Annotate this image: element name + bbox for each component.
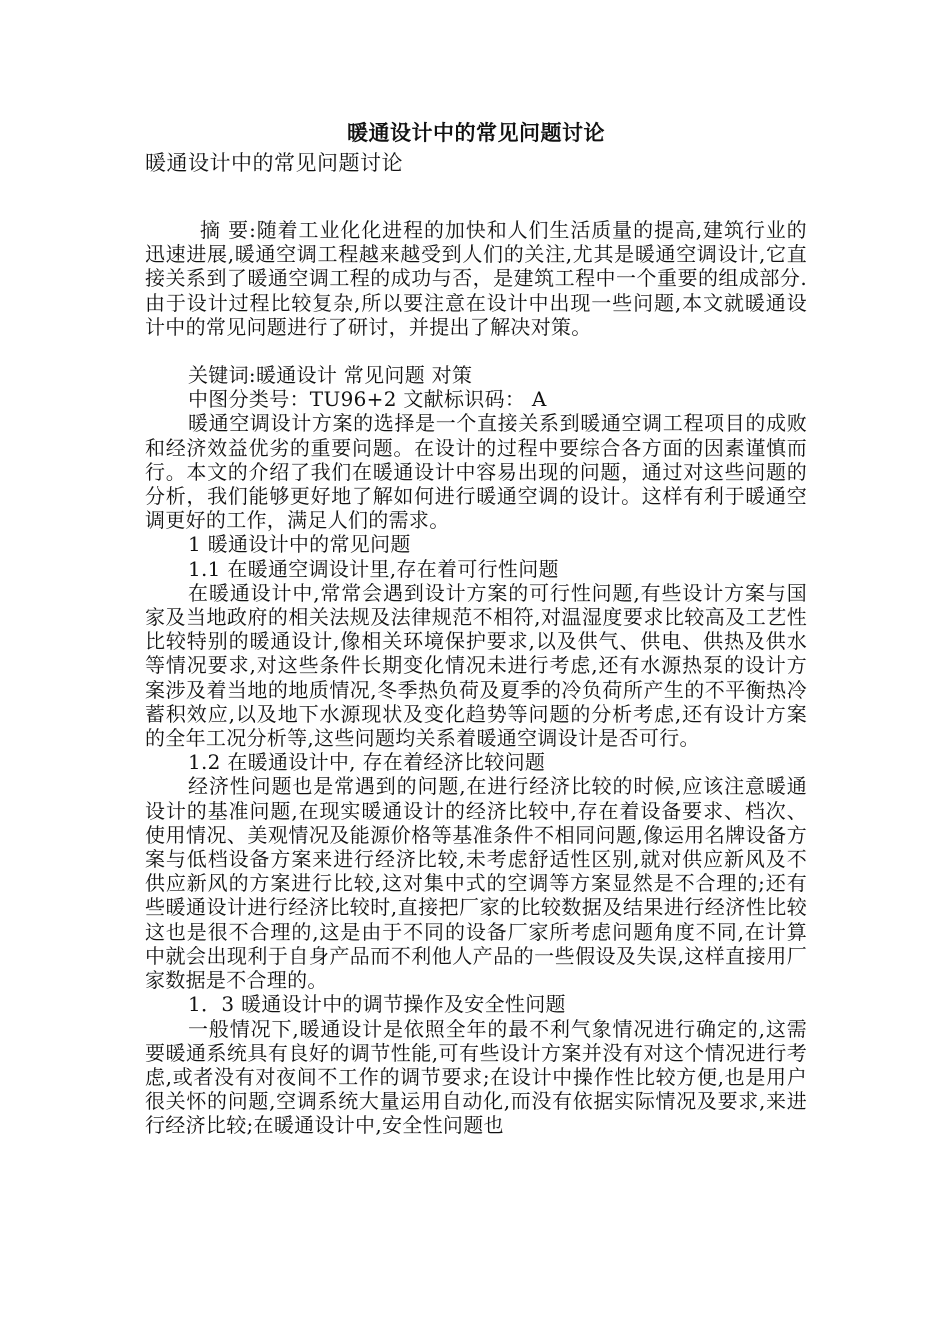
abstract-paragraph: 摘 要:随着工业化化进程的加快和人们生活质量的提高,建筑行业的迅速进展,暖通空调工程越来越受到人们的关注,尤其是暖通空调设计,它直接关系到了暖通空调工程的成功与否，是建筑工程中一个重要的组成部分.由于设计过程比较复杂,所以要注意在设计中出现一些问题,本文就暖通设计中的常见问题进行了研讨，并提出了解决对策。	[145, 218, 807, 339]
section-heading-1-1: 1.1 在暖通空调设计里,存在着可行性问题	[188, 556, 559, 581]
document-page	[145, 118, 807, 1138]
section-heading-1-3: 1．3 暖通设计中的调节操作及安全性问题	[188, 992, 566, 1017]
document-subtitle: 暖通设计中的常见问题讨论	[145, 151, 403, 175]
document-title: 暖通设计中的常见问题讨论	[347, 120, 605, 145]
section-heading-1-2: 1.2 在暖通设计中, 存在着经济比较问题	[188, 750, 546, 775]
section-1-2-body: 经济性问题也是常遇到的问题,在进行经济比较的时候,应该注意暖通设计的基准问题,在现实暖通设计的经济比较中,存在着设备要求、档次、使用情况、美观情况及能源价格等基准条件不相同问题,像运用名牌设备方案与低档设备方案来进行经济比较,未考虑舒适性区别,就对供应新风及不供应新风的方案进行比较,这对集中式的空调等方案显然是不合理的;还有些暖通设计进行经济比较时,直接把厂家的比较数据及结果进行经济性比较这也是很不合理的,这是由于不同的设备厂家所考虑问题角度不同,在计算中就会出现利于自身产品而不利他人产品的一些假设及失误,这样直接用厂家数据是不合理的。	[145, 774, 807, 993]
classification-line: 中图分类号：TU96+2 文献标识码： A	[188, 387, 547, 412]
spacer	[145, 339, 807, 363]
section-1-1-body: 在暖通设计中,常常会遇到设计方案的可行性问题,有些设计方案与国家及当地政府的相关法规及法律规范不相符,对温湿度要求比较高及工艺性比较特别的暖通设计,像相关环境保护要求,以及供气、供电、供热及供水等情况要求,对这些条件长期变化情况未进行考虑,还有水源热泵的设计方案涉及着当地的地质情况,冬季热负荷及夏季的冷负荷所产生的不平衡热冷蓄积效应,以及地下水源现状及变化趋势等问题的分析考虑,还有设计方案的全年工况分析等,这些问题均关系着暖通空调设计是否可行。	[145, 580, 807, 751]
intro-paragraph: 暖通空调设计方案的选择是一个直接关系到暖通空调工程项目的成败和经济效益优劣的重要问题。在设计的过程中要综合各方面的因素谨慎而行。本文的介绍了我们在暖通设计中容易出现的问题，通过对这些问题的分析，我们能够更好地了解如何进行暖通空调的设计。这样有利于暖通空调更好的工作，满足人们的需求。	[145, 411, 807, 533]
section-1-3-body: 一般情况下,暖通设计是依照全年的最不利气象情况进行确定的,这需要暖通系统具有良好的调节性能,可有些设计方案并没有对这个情况进行考虑,或者没有对夜间不工作的调节要求;在设计中操作性比较方便,也是用户很关怀的问题,空调系统大量运用自动化,而没有依据实际情况及要求,来进行经济比较;在暖通设计中,安全性问题也	[145, 1016, 807, 1138]
keywords-line: 关键词:暖通设计 常见问题 对策	[188, 363, 473, 388]
section-heading-1: 1 暖通设计中的常见问题	[188, 532, 411, 557]
spacer	[145, 176, 807, 218]
